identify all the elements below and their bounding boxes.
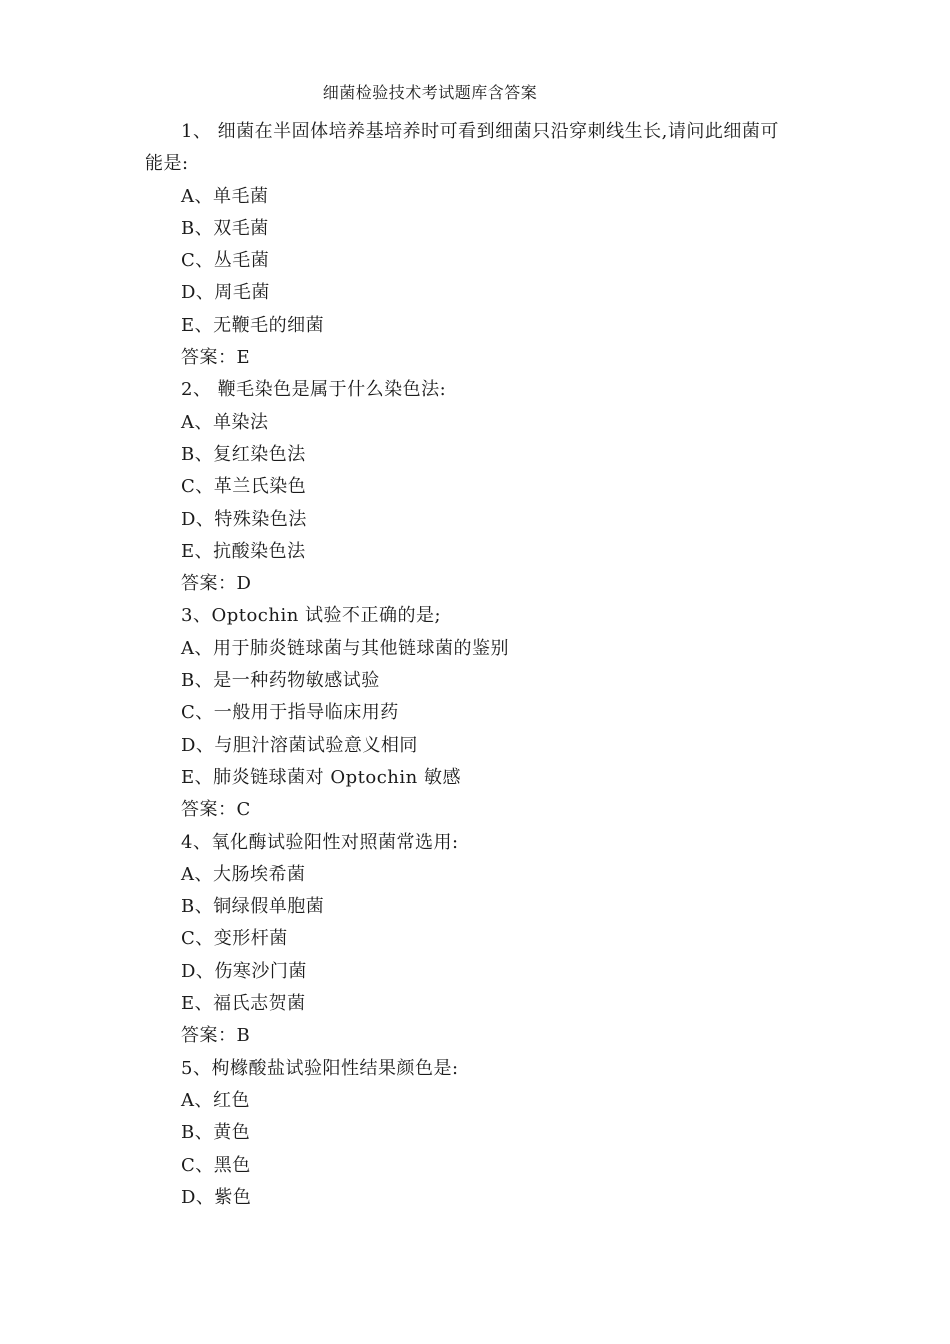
question-1-stem: 1、 细菌在半固体培养基培养时可看到细菌只沿穿刺线生长,请问此细菌可 [181, 121, 779, 142]
question-1-stem-continued: 能是: [145, 153, 189, 175]
page-title: 细菌检验技术考试题库含答案 [322, 83, 538, 102]
question-4-answer: 答案：B [181, 1025, 251, 1047]
question-5-option-d: D、紫色 [181, 1186, 252, 1208]
question-4-option-b: B、铜绿假单胞菌 [181, 896, 325, 918]
question-1-option-c: C、丛毛菌 [181, 250, 270, 272]
question-1-option-b: B、双毛菌 [181, 217, 269, 239]
question-5-option-c: C、黑色 [181, 1154, 251, 1176]
question-2-option-d: D、特殊染色法 [181, 508, 307, 530]
question-2-option-a: A、单染法 [181, 411, 269, 433]
question-3-option-a: A、用于肺炎链球菌与其他链球菌的鉴别 [181, 637, 509, 659]
question-2-option-b: B、复红染色法 [181, 443, 306, 465]
question-4-option-c: C、变形杆菌 [181, 928, 288, 950]
question-4-stem: 4、氧化酶试验阳性对照菌常选用: [181, 831, 459, 853]
question-3-option-c: C、一般用于指导临床用药 [181, 702, 399, 724]
question-3-option-b: B、是一种药物敏感试验 [181, 670, 380, 692]
question-3-answer: 答案：C [181, 799, 251, 821]
question-5-option-b: B、黄色 [181, 1122, 251, 1144]
question-3-option-e: E、肺炎链球菌对 Optochin 敏感 [181, 766, 461, 788]
question-1-option-a: A、单毛菌 [181, 185, 269, 207]
question-1-answer: 答案：E [181, 347, 251, 369]
question-2-option-e: E、抗酸染色法 [181, 540, 306, 562]
question-2-answer: 答案：D [181, 573, 252, 595]
question-1-option-e: E、无鞭毛的细菌 [181, 314, 325, 336]
question-2-option-c: C、革兰氏染色 [181, 476, 307, 498]
question-4-option-d: D、伤寒沙门菌 [181, 960, 307, 982]
question-5-stem: 5、枸橼酸盐试验阳性结果颜色是: [181, 1057, 459, 1079]
question-3-stem: 3、Optochin 试验不正确的是; [181, 605, 442, 627]
question-1-option-d: D、周毛菌 [181, 282, 270, 304]
question-list [145, 116, 825, 1214]
question-2-stem: 2、 鞭毛染色是属于什么染色法: [181, 379, 447, 401]
question-4-option-a: A、大肠埃希菌 [181, 863, 306, 885]
question-4-option-e: E、福氏志贺菌 [181, 993, 306, 1015]
question-5-option-a: A、红色 [181, 1089, 250, 1111]
question-3-option-d: D、与胆汁溶菌试验意义相同 [181, 734, 418, 756]
